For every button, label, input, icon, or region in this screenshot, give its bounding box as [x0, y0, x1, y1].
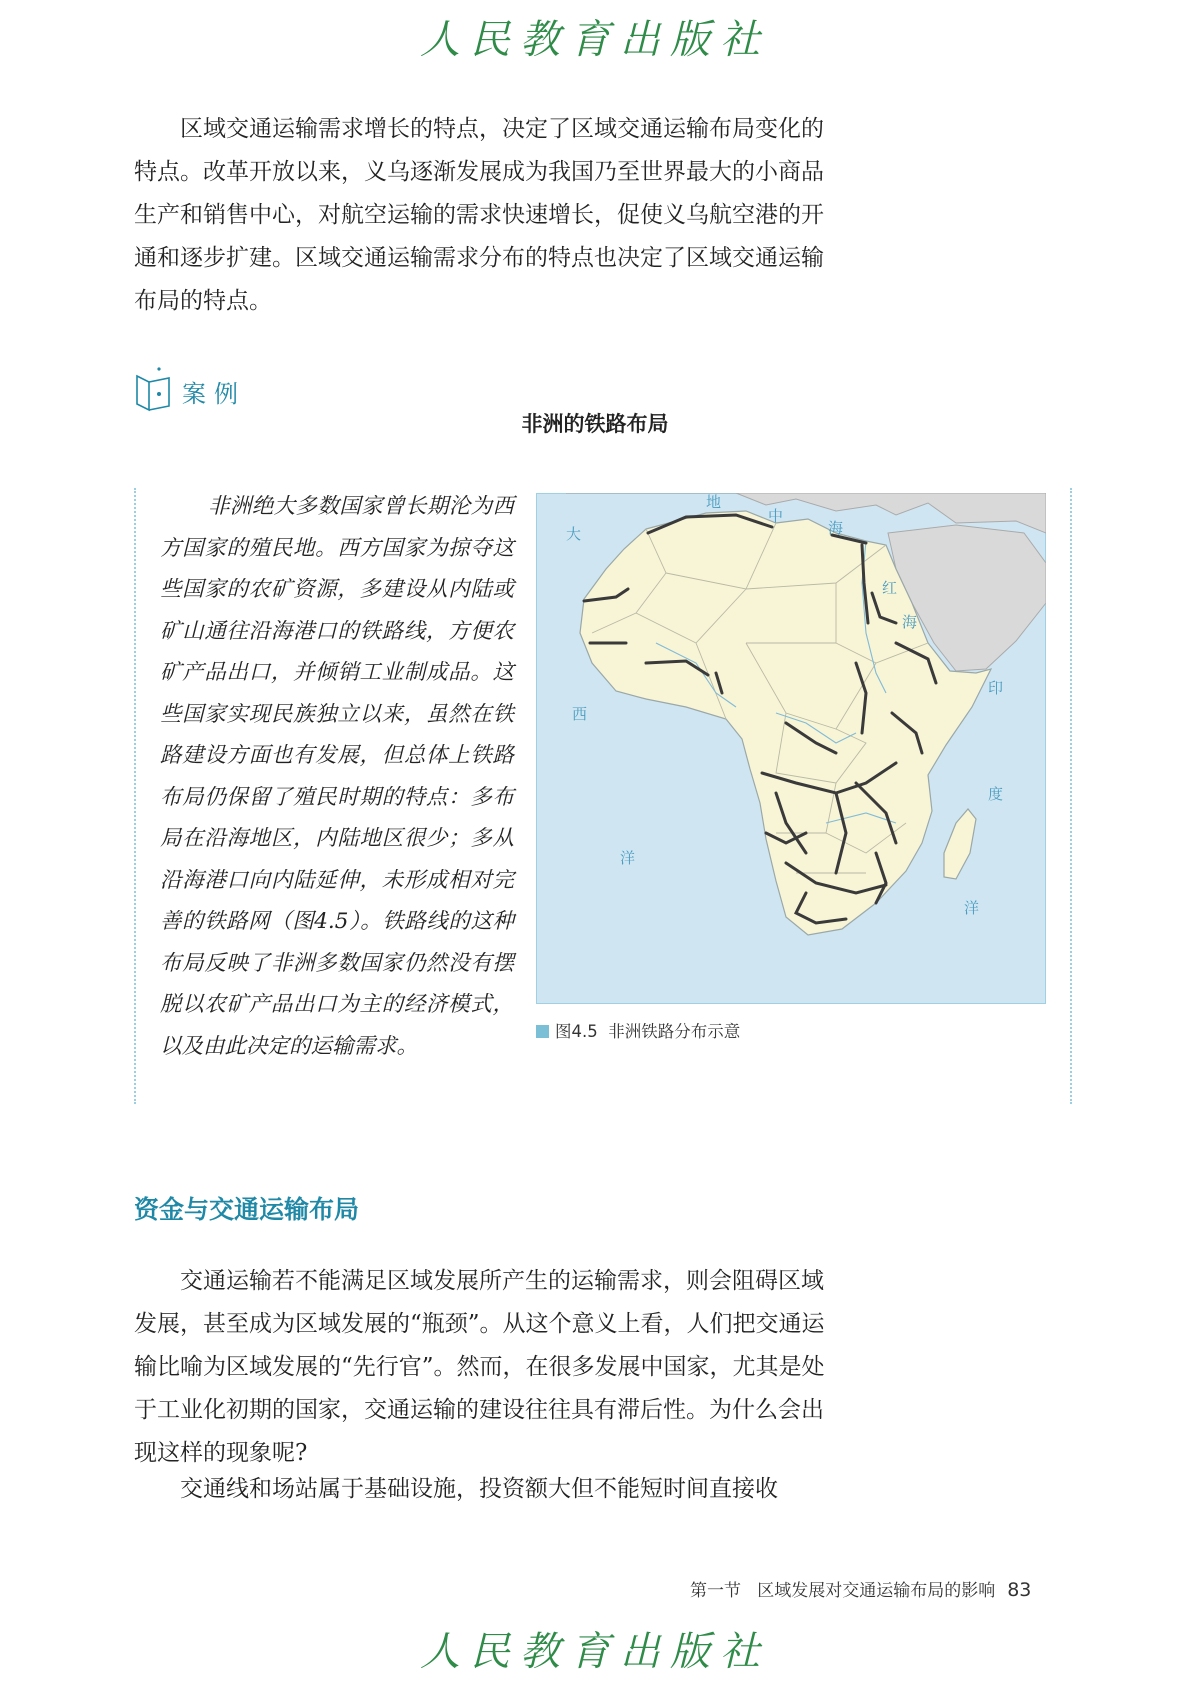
africa-railway-map: [536, 493, 1046, 1004]
footer-section-label: 第一节: [690, 1581, 741, 1601]
label-atlantic-3: 洋: [620, 849, 636, 867]
section-paragraph-1: 交通运输若不能满足区域发展所产生的运输需求，则会阻碍区域发展，甚至成为区域发展的“瓶颈”。从这个意义上看，人们把交通运输比喻为区域发展的“先行官”。然而，在很多发展中国家，尤其是处于工业化初期的国家，交通运输的建设往往具有滞后性。为什么会出现这样的现象呢?: [134, 1268, 825, 1466]
footer-section-title: 区域发展对交通运输布局的影响: [757, 1581, 996, 1601]
intro-paragraph: 区域交通运输需求增长的特点，决定了区域交通运输布局变化的特点。改革开放以来，义乌逐渐发展成为我国乃至世界最大的小商品生产和销售中心，对航空运输的需求快速增长，促使义乌航空港的开通和逐步扩建。区域交通运输需求分布的特点也决定了区域交通运输布局的特点。: [134, 116, 824, 314]
label-atlantic-1: 大: [566, 525, 582, 543]
label-indian-2: 度: [988, 785, 1004, 803]
case-study-text: 非洲绝大多数国家曾长期沦为西方国家的殖民地。西方国家为掠夺这些国家的农矿资源，多建设从内陆或矿山通往沿海港口的铁路线，方便农矿产品出口，并倾销工业制成品。这些国家实现民族独立以来，虽然在铁路建设方面也有发展，但总体上铁路布局仍保留了殖民时期的特点：多布局在沿海地区，内陆地区很少；多从沿海港口向内陆延伸，未形成相对完善的铁路网（图4.5）。铁路线的这种布局反映了非洲多数国家仍然没有摆脱以农矿产品出口为主的经济模式，以及由此决定的运输需求。: [160, 494, 514, 1059]
label-med-1: 地: [706, 493, 722, 511]
section-title: 资金与交通运输布局: [134, 1195, 360, 1224]
label-med-3: 海: [828, 519, 844, 537]
case-box-right-border: [1070, 488, 1072, 1104]
page-number: 83: [1007, 1579, 1032, 1601]
label-indian-3: 洋: [964, 899, 980, 917]
figure-caption: [536, 1018, 740, 1042]
case-study-title: 非洲的铁路布局: [521, 412, 669, 436]
publisher-logo-bottom: 人民教育出版社: [420, 1629, 770, 1675]
figure-number: 图4.5: [555, 1022, 598, 1041]
label-indian-1: 印: [988, 679, 1004, 697]
label-red-2: 海: [902, 613, 918, 631]
case-study-heading: [134, 366, 246, 412]
label-atlantic-2: 西: [572, 705, 588, 723]
figure-caption-text: 非洲铁路分布示意: [608, 1022, 741, 1041]
case-study-label: 案例: [182, 380, 246, 408]
caption-marker-icon: [536, 1025, 549, 1038]
page-footer: [690, 1576, 1031, 1601]
section-paragraph-2: 交通线和场站属于基础设施，投资额大但不能短时间直接收: [180, 1476, 778, 1502]
case-book-icon: [134, 366, 174, 412]
label-red-1: 红: [882, 579, 898, 597]
label-med-2: 中: [768, 507, 784, 525]
publisher-logo-top: 人民教育出版社: [420, 17, 770, 63]
case-box-left-border: [134, 488, 136, 1104]
